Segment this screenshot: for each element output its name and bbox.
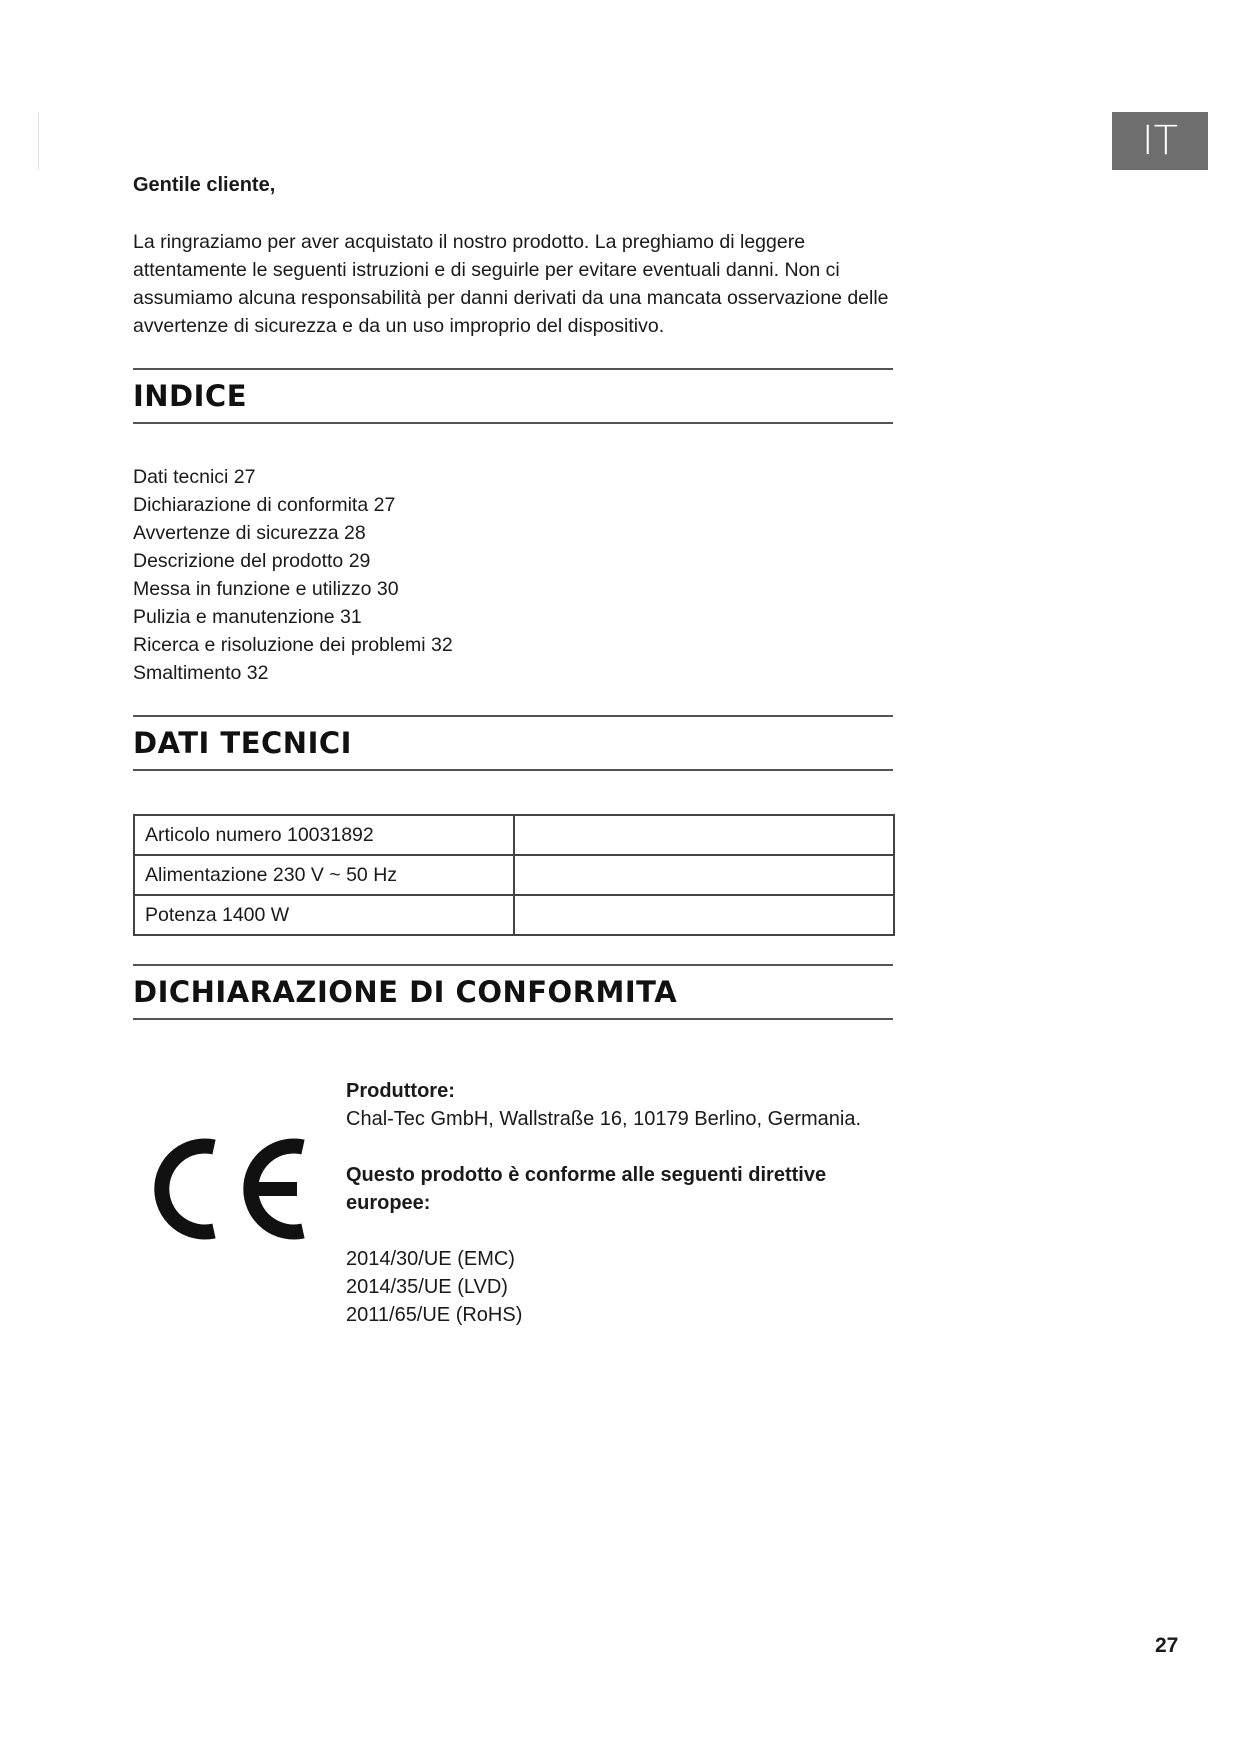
index-item: Dichiarazione di conformita 27 <box>133 494 396 516</box>
conformity-text <box>346 1077 906 1329</box>
index-item: Smaltimento 32 <box>133 662 269 684</box>
tech-heading: DATI TECNICI <box>133 726 352 760</box>
spec-cell <box>514 815 894 855</box>
index-item: Avvertenze di sicurezza 28 <box>133 522 366 544</box>
ce-mark-icon <box>151 1130 311 1248</box>
page-number: 27 <box>1155 1634 1179 1657</box>
tech-specs-table <box>133 814 895 936</box>
index-heading: INDICE <box>133 379 248 413</box>
spec-cell: Articolo numero 10031892 <box>134 815 514 855</box>
spec-cell: Potenza 1400 W <box>134 895 514 935</box>
conformity-section-header <box>133 964 893 1020</box>
table-row <box>134 895 894 935</box>
directive-item: 2014/30/UE (EMC) <box>346 1248 515 1270</box>
greeting: Gentile cliente, <box>133 174 276 196</box>
spec-cell <box>514 895 894 935</box>
index-item: Pulizia e manutenzione 31 <box>133 606 362 628</box>
conformity-heading: DICHIARAZIONE DI CONFORMITA <box>133 975 678 1009</box>
language-tab: IT <box>1112 112 1208 170</box>
directive-item: 2011/65/UE (RoHS) <box>346 1304 523 1326</box>
index-list <box>133 463 453 687</box>
directives-label: Questo prodotto è conforme alle seguenti direttive europee: <box>346 1164 827 1214</box>
producer-address: Chal-Tec GmbH, Wallstraße 16, 10179 Berlino, Germania. <box>346 1108 862 1130</box>
index-item: Descrizione del prodotto 29 <box>133 550 371 572</box>
index-item: Ricerca e risoluzione dei problemi 32 <box>133 634 453 656</box>
directive-item: 2014/35/UE (LVD) <box>346 1276 508 1298</box>
index-item: Dati tecnici 27 <box>133 466 256 488</box>
spec-cell: Alimentazione 230 V ~ 50 Hz <box>134 855 514 895</box>
intro-paragraph: La ringraziamo per aver acquistato il nostro prodotto. La preghiamo di leggere attentamente le seguenti istruzioni e di seguirle per evitare eventuali danni. Non ci assumiamo alcuna responsabilità per danni derivati da una mancata osservazione delle avvertenze di sicurezza e da un uso improprio del dispositivo. <box>133 231 889 337</box>
spec-cell <box>514 855 894 895</box>
margin-mark <box>38 112 39 170</box>
producer-label: Produttore: <box>346 1080 455 1102</box>
tech-section-header <box>133 715 893 771</box>
index-section-header <box>133 368 893 424</box>
index-item: Messa in funzione e utilizzo 30 <box>133 578 399 600</box>
table-row <box>134 815 894 855</box>
table-row <box>134 855 894 895</box>
